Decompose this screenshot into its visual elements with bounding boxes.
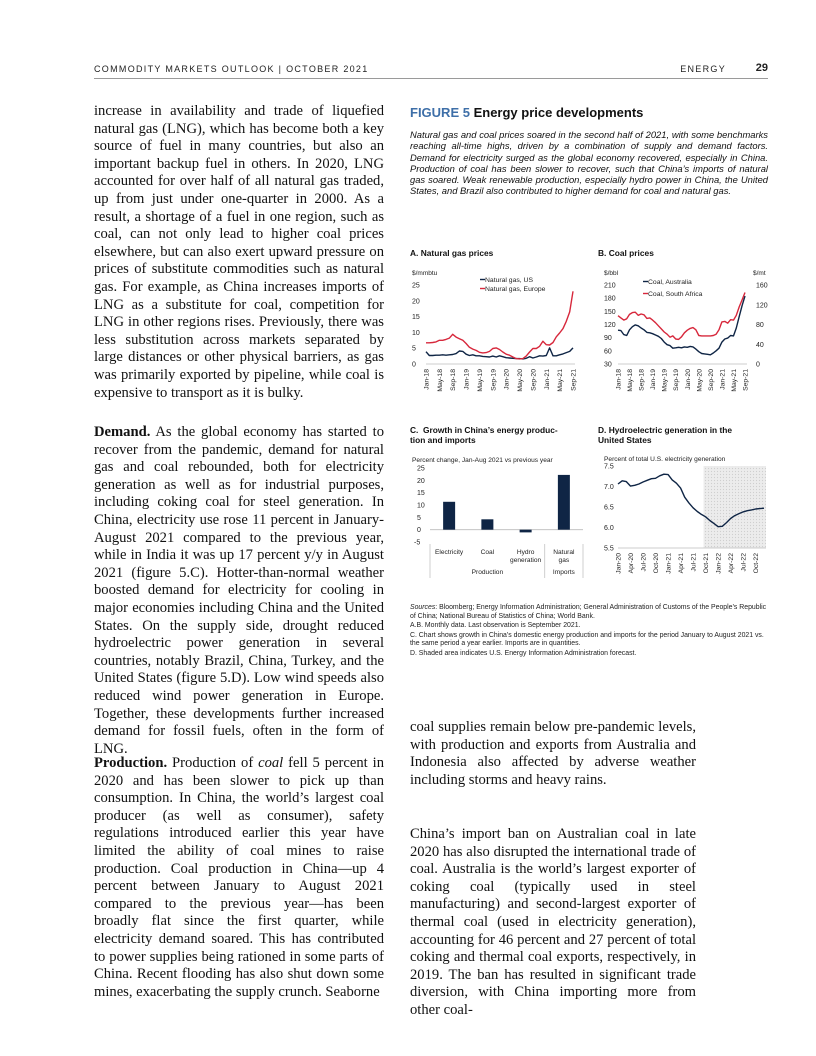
y-right-axis-unit: $/mt	[753, 270, 766, 277]
chart-d-us-hydro	[590, 452, 780, 587]
y-tick-label: 60	[604, 348, 612, 356]
x-tick-label: May-20	[696, 369, 704, 392]
bar-coal	[481, 519, 493, 529]
category-label: gas	[558, 557, 570, 564]
y-tick-label: 90	[604, 335, 612, 343]
x-tick-label: Apr-21	[678, 553, 686, 574]
x-tick-label: Jan-19	[463, 369, 471, 390]
x-tick-label: Sep-20	[530, 369, 538, 391]
y-tick-label: 7.5	[604, 463, 614, 471]
figure-notes	[410, 604, 768, 660]
x-tick-label: Oct-22	[753, 553, 761, 574]
y-axis-label: $/bbl	[604, 270, 619, 277]
x-tick-label: Sep-18	[450, 369, 458, 391]
paragraph-text: fell 5 percent in 2020 and has been slower to pick up than consumption. In China, the world’s largest coal producer (as well as consumer), safety regulations introduced earlier this year have limited the ability of coal mines to raise production. Coal production in China—up 4 percent between January to August 2021 compared to the previous year—has been broadly flat since the first quarter, while electricity demand soared. This has contributed to power supplies being rationed in some parts of China. Recent flooding has also shut down some mines, exacerbating the supply crunch. Seaborne	[94, 755, 384, 1000]
publication-title: COMMODITY MARKETS OUTLOOK | OCTOBER 2021	[94, 64, 369, 74]
x-tick-label: Sep-19	[490, 369, 498, 391]
y-tick-label: 210	[604, 282, 616, 290]
x-tick-label: Jan-19	[650, 369, 658, 390]
bar-hydro-generation	[520, 530, 532, 533]
x-tick-label: Sep-21	[570, 369, 578, 391]
x-tick-label: Jan-20	[615, 553, 623, 574]
y-axis-label: Percent of total U.S. electricity generation	[604, 456, 726, 463]
body-paragraph-production	[94, 755, 384, 1001]
emphasis-coal: coal	[258, 755, 284, 771]
y-tick-label: 7.0	[604, 484, 614, 491]
note-c: C. Chart shows growth in China’s domestic energy production and imports for the period January to August 2021 vs. the same period a year earlier. Imports are in quantities.	[410, 631, 764, 648]
x-tick-label: Jan-18	[615, 369, 623, 390]
note-sources	[410, 604, 768, 621]
y-tick-label: 6.0	[604, 525, 614, 532]
paragraph-lead-production: Production.	[94, 755, 168, 771]
figure-title	[410, 105, 768, 120]
y-right-tick-label: 160	[756, 282, 768, 290]
x-tick-label: Oct-21	[703, 553, 711, 574]
y-tick-label: 25	[412, 282, 420, 290]
y-tick-label: 0	[417, 527, 421, 535]
x-tick-label: Jan-21	[665, 553, 673, 574]
category-label: Electricity	[435, 549, 464, 556]
paragraph-text: coal supplies remain below pre-pandemic levels, with production and exports from Australia and Indonesia also affected by adverse weather including storms and heavy rains.	[410, 719, 696, 788]
body-paragraph-demand	[94, 424, 384, 758]
chart-c-china-growth	[400, 452, 590, 587]
x-tick-label: May-18	[436, 369, 444, 392]
panel-c-title: C. Growth in China’s energy produc- tion and imports	[410, 425, 558, 445]
x-tick-label: Oct-20	[653, 553, 661, 574]
y-tick-label: 0	[412, 361, 416, 369]
y-tick-label: 5	[412, 345, 416, 353]
y-tick-label: 20	[417, 477, 425, 485]
y-tick-label: 6.5	[604, 504, 614, 512]
body-paragraph-import-ban	[410, 826, 696, 1020]
series-line-natural-gas-europe	[426, 291, 573, 359]
legend-label: Coal, South Africa	[648, 291, 703, 298]
x-tick-label: May-19	[661, 369, 669, 392]
series-line-coal-south-africa	[618, 293, 745, 340]
y-tick-label: 5	[417, 514, 421, 522]
bar-electricity	[443, 502, 455, 530]
chart-b-coal	[590, 262, 780, 412]
panel-a-title: A. Natural gas prices	[410, 248, 494, 258]
x-tick-label: Sep-20	[707, 369, 715, 391]
y-tick-label: 20	[412, 298, 420, 306]
body-paragraph-lng	[94, 103, 384, 402]
legend-label: Natural gas, Europe	[485, 286, 546, 293]
y-tick-label: 180	[604, 295, 616, 303]
y-tick-label: 30	[604, 361, 612, 369]
group-label: Production	[471, 569, 504, 576]
x-tick-label: Jul-22	[740, 553, 748, 572]
x-tick-label: Sep-18	[638, 369, 646, 391]
figure-subtitle: Natural gas and coal prices soared in the second half of 2021, with some benchmarks reaching all-time highs, driven by a combination of supply and demand factors. Demand for electricity surged as the global economy recovered, especially in China. Production of coal has been slower to recover, such that China’s imports of natural gas soared. Weak renewable production, especially hydro power in China, the United States, and Brazil also contributed to higher demand for coal and natural gas.	[410, 129, 768, 197]
forecast-shaded-area	[704, 466, 766, 548]
x-tick-label: May-19	[476, 369, 484, 392]
y-tick-label: 15	[412, 314, 420, 322]
x-tick-label: Sep-21	[742, 369, 750, 391]
x-tick-label: Jan-21	[543, 369, 551, 390]
y-right-tick-label: 120	[756, 302, 768, 310]
x-tick-label: Jan-20	[684, 369, 692, 390]
panel-d-title: D. Hydroelectric generation in the United States	[598, 425, 733, 445]
x-tick-label: Jan-22	[715, 553, 723, 574]
paragraph-text: As the global economy has started to recover from the pandemic, demand for natural gas and coal rebounded, both for electricity generation as well as for industrial purposes, including coking coal for steel generation. In China, electricity use rose 11 percent in January-August 2021 compared to the previous year, while in India it was up 17 percent y/y in August 2021 (figure 5.C). Hotter-than-normal weather boosted demand for electricity for cooling in major economies including China and the United States. On the supply side, drought reduced hydroelectric power generation in several countries, notably Brazil, China, Turkey, and the United States (figure 5.D). Low wind speeds also reduced wind power generation in Europe. Together, these developments further increased demand for fossil fuels, often in the form of LNG.	[94, 424, 384, 757]
legend-label: Coal, Australia	[648, 279, 692, 286]
note-ab: A.B. Monthly data. Last observation is September 2021.	[410, 622, 581, 630]
paragraph-text: increase in availability and trade of liquefied natural gas (LNG), which has become both a key source of fuel in many countries, but also an important backup fuel in others. In 2020, LNG accounted for over half of all natural gas traded, up from just under one-quarter in 2000. As a result, a shortage of a fuel in one region, such as coal, can not only lead to higher coal prices elsewhere, but can also exert upward pressure on prices of substitute commodities such as natural gas. For example, as China increases imports of LNG as a substitute for coal, competition for LNG in other regions rises. Previously, there was less substitution across markets separated by large distances or other physical barriers, as gas was primarily exported by pipeline, while coal is expensive to transport as it is bulky.	[94, 103, 384, 401]
x-tick-label: Jan-18	[423, 369, 431, 390]
figure-title-text: Energy price developments	[473, 105, 644, 120]
y-right-tick-label: 80	[756, 322, 764, 329]
x-tick-label: Jan-21	[719, 369, 727, 390]
category-label: Natural	[553, 549, 575, 556]
y-tick-label: 15	[417, 490, 425, 498]
section-name: ENERGY	[680, 64, 726, 74]
x-tick-label: Jan-20	[503, 369, 511, 390]
y-tick-label: 25	[417, 465, 425, 473]
x-tick-label: May-21	[730, 369, 738, 392]
y-tick-label: 5.5	[604, 545, 614, 553]
page-header	[94, 62, 768, 78]
category-label: generation	[510, 557, 542, 564]
y-tick-label: 120	[604, 322, 616, 329]
x-tick-label: Apr-22	[728, 553, 736, 574]
panel-b-title: B. Coal prices	[598, 248, 654, 258]
bar-natural-gas	[558, 475, 570, 530]
x-tick-label: May-20	[517, 369, 525, 392]
header-rule	[94, 78, 768, 79]
x-tick-label: Apr-20	[628, 553, 636, 574]
chart-a-natural-gas	[400, 262, 590, 412]
y-tick-label: 10	[417, 502, 425, 510]
figure-number: FIGURE 5	[410, 105, 470, 120]
x-tick-label: May-21	[557, 369, 565, 392]
y-tick-label: 150	[604, 308, 616, 316]
y-tick-label: -5	[414, 539, 421, 547]
x-tick-label: Jul-20	[640, 553, 648, 572]
y-right-tick-label: 0	[756, 361, 760, 369]
y-axis-label: Percent change, Jan-Aug 2021 vs previous year	[412, 457, 553, 464]
x-tick-label: Jul-21	[690, 553, 698, 572]
y-axis-label: $/mmbtu	[412, 270, 438, 277]
category-label: Hydro	[516, 549, 535, 556]
note-d: D. Shaded area indicates U.S. Energy Information Administration forecast.	[410, 649, 637, 657]
paragraph-text: Production of	[167, 755, 259, 771]
y-right-tick-label: 40	[756, 341, 764, 349]
sources-text: : Bloomberg; Energy Information Administration; General Administration of Customs of the People’s Republic of China; National Bureau of Statistics of China; World Bank.	[410, 604, 767, 620]
category-label: Coal	[480, 549, 495, 556]
x-tick-label: May-18	[627, 369, 635, 392]
y-tick-label: 10	[412, 329, 420, 337]
series-line-coal-australia	[618, 296, 745, 355]
group-label: Imports	[552, 569, 575, 576]
body-paragraph-seaborne	[410, 719, 696, 789]
figure-5	[410, 105, 768, 197]
legend-label: Natural gas, US	[485, 277, 533, 284]
page-number: 29	[755, 62, 768, 74]
x-tick-label: Sep-19	[673, 369, 681, 391]
sources-label: Sources	[410, 604, 436, 611]
paragraph-text: China’s import ban on Australian coal in late 2020 has also disrupted the international trade of coal. Australia is the world’s largest exporter of coking coal (typically used in steel manufacturing) and second-largest exporter of thermal coal (used in electricity generation), accounting for 46 percent and 27 percent of total coking and thermal coal exports, respectively, in 2019. The ban has resulted in significant trade diversion, with China importing more from other coal-	[410, 826, 696, 1018]
paragraph-lead-demand: Demand.	[94, 424, 151, 440]
